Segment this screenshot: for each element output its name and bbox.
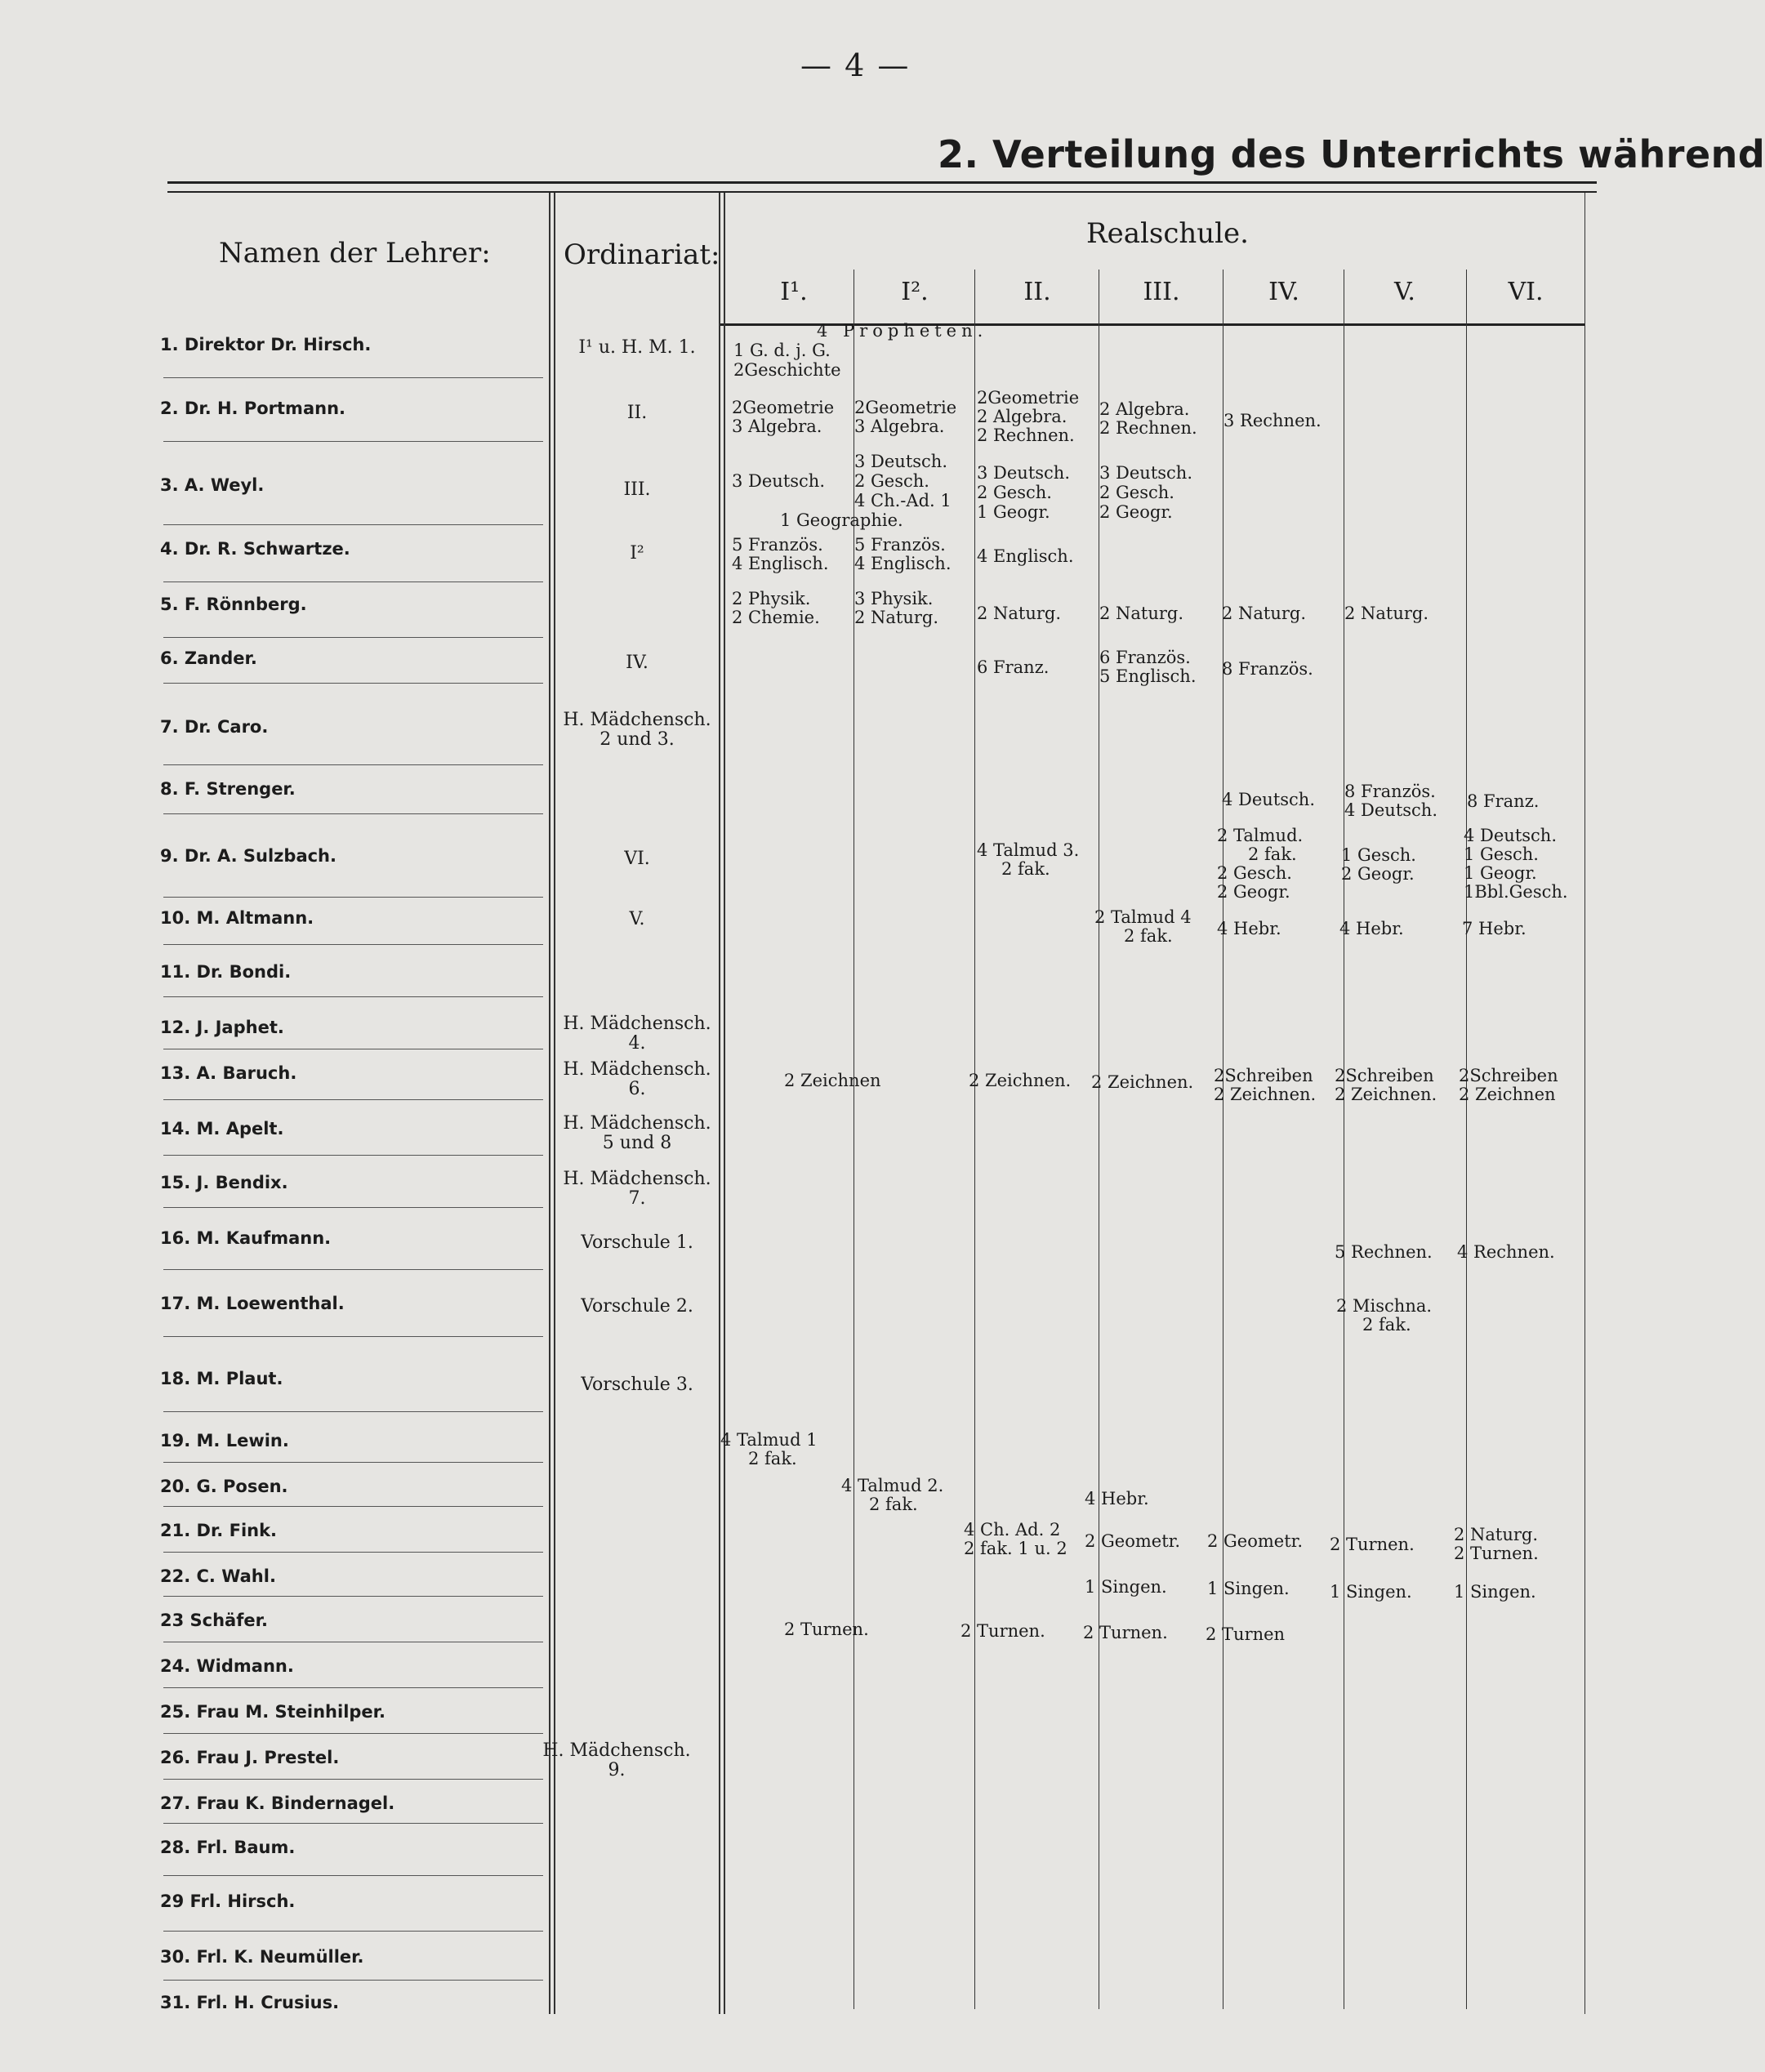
subject-cell: 4 Hebr.	[1217, 919, 1281, 938]
subject-cell: 4 Englisch.	[977, 546, 1074, 566]
subject-cell: 2Schreiben	[1214, 1066, 1313, 1085]
subject-cell: 4 Deutsch.	[1344, 800, 1438, 820]
subject-cell: 2 Geometr.	[1207, 1531, 1304, 1551]
subject-cell: 2 Gesch.	[1217, 863, 1292, 883]
row-rule	[163, 683, 543, 684]
teacher-row-4: 4. Dr. R. Schwartze.	[160, 539, 350, 559]
teacher-row-21: 21. Dr. Fink.	[160, 1521, 278, 1540]
subject-cell: 3 Algebra.	[854, 417, 945, 436]
subject-cell: 2 Zeichnen.	[1335, 1085, 1437, 1104]
subject-cell: 2 fak.	[1248, 844, 1297, 864]
subject-cell: 2 Naturg.	[1099, 604, 1184, 623]
teacher-row-8: 8. F. Strenger.	[160, 779, 296, 799]
teacher-row-18: 18. M. Plaut.	[160, 1369, 283, 1388]
subject-cell: 5 Französ.	[732, 535, 823, 555]
ordinariat-cell: Vorschule 1.	[581, 1232, 693, 1253]
teacher-row-9: 9. Dr. A. Sulzbach.	[160, 846, 337, 866]
teacher-row-17: 17. M. Loewenthal.	[160, 1294, 345, 1313]
subject-cell: 3 Deutsch.	[732, 471, 826, 491]
row-rule	[163, 1875, 543, 1876]
row-rule	[163, 1779, 543, 1780]
subject-cell: 2 Geogr.	[1099, 502, 1173, 522]
ordinariat-cell: II.	[626, 403, 648, 423]
subject-cell: 1 Singen.	[1207, 1579, 1290, 1598]
row-rule	[163, 1506, 543, 1507]
row-rule	[163, 1687, 543, 1688]
teacher-row-12: 12. J. Japhet.	[160, 1018, 284, 1037]
row-rule	[163, 1823, 543, 1824]
subject-cell: 8 Französ.	[1344, 782, 1436, 801]
ordinariat-cell: H. Mädchensch. 7.	[563, 1169, 711, 1209]
subject-cell: 2 Zeichnen	[784, 1071, 881, 1090]
subject-cell: 6 Französ.	[1099, 648, 1191, 667]
class-header-i1: I¹.	[780, 278, 808, 306]
teacher-row-14: 14. M. Apelt.	[160, 1119, 284, 1138]
row-rule	[163, 1552, 543, 1553]
col-divider-v	[1466, 270, 1467, 2009]
subject-cell: 2 Rechnen.	[1099, 418, 1197, 438]
subject-cell: 2 Turnen.	[1454, 1544, 1539, 1563]
class-header-iv: IV.	[1268, 278, 1299, 306]
subject-cell: 2 Turnen.	[960, 1621, 1045, 1641]
col-divider-ord	[719, 193, 720, 2014]
section-title: 2. Verteilung des Unterrichts während	[938, 132, 1765, 176]
subject-cell: 5 Rechnen.	[1335, 1242, 1433, 1262]
subject-cell: 4 Hebr.	[1339, 919, 1404, 938]
subject-cell: 4 Ch. Ad. 2	[964, 1520, 1061, 1540]
row-rule	[163, 996, 543, 997]
subject-cell: 2 Naturg.	[1454, 1525, 1539, 1544]
subject-cell: 3 Physik.	[854, 589, 934, 608]
subject-cell: 2 Naturg.	[1222, 604, 1307, 623]
subject-cell: 2 Algebra.	[977, 407, 1067, 426]
subject-cell: 2 Rechnen.	[977, 426, 1075, 445]
teacher-row-24: 24. Widmann.	[160, 1656, 294, 1676]
subject-cell: 2 fak. 1 u. 2	[964, 1539, 1067, 1558]
subject-cell: 3 Algebra.	[732, 417, 822, 436]
ordinariat-cell: VI.	[624, 849, 650, 869]
subject-cell: 2 fak.	[1362, 1315, 1411, 1335]
subject-cell: 4 Talmud 1	[720, 1430, 818, 1450]
row-rule	[163, 637, 543, 638]
row-rule	[163, 1336, 543, 1337]
subject-cell: 2Geometrie	[732, 398, 835, 417]
teacher-row-1: 1. Direktor Dr. Hirsch.	[160, 335, 372, 354]
subject-cell: 2 fak.	[748, 1449, 797, 1468]
row-rule	[163, 897, 543, 898]
subject-cell: 2 Turnen.	[1330, 1535, 1415, 1554]
teacher-row-15: 15. J. Bendix.	[160, 1173, 288, 1192]
teacher-row-23: 23 Schäfer.	[160, 1611, 268, 1630]
subject-cell: 5 Französ.	[854, 535, 946, 555]
subject-cell: 1 Geogr.	[1464, 863, 1537, 883]
teacher-row-25: 25. Frau M. Steinhilper.	[160, 1702, 386, 1722]
subject-cell: 1 Singen.	[1330, 1582, 1412, 1602]
subject-cell: 2Schreiben	[1335, 1066, 1434, 1085]
teacher-row-13: 13. A. Baruch.	[160, 1063, 297, 1083]
subject-cell: 2 Gesch.	[854, 471, 929, 491]
header-ordinariat: Ordinariat:	[564, 238, 720, 271]
col-divider-right	[1584, 193, 1585, 2014]
row-rule	[163, 1596, 543, 1597]
subject-cell: 2 Physik.	[732, 589, 811, 608]
subject-cell: 2 Talmud.	[1217, 826, 1304, 845]
teacher-row-30: 30. Frl. K. Neumüller.	[160, 1947, 364, 1967]
subject-cell: 4 Ch.-Ad. 1	[854, 491, 952, 510]
subject-cell: 2Geometrie	[977, 388, 1080, 408]
row-rule	[163, 1099, 543, 1100]
subject-cell: 2 Zeichnen.	[1214, 1085, 1317, 1104]
teacher-row-22: 22. C. Wahl.	[160, 1566, 276, 1586]
subject-cell: 1Bbl.Gesch.	[1464, 882, 1568, 902]
row-rule	[163, 1155, 543, 1156]
subject-cell: 2 Chemie.	[732, 608, 820, 627]
teacher-row-28: 28. Frl. Baum.	[160, 1838, 296, 1857]
ordinariat-cell: H. Mädchensch. 2 und 3.	[563, 710, 711, 750]
subject-cell: 1 Geographie.	[780, 510, 903, 530]
top-rule	[167, 181, 1597, 184]
ordinariat-cell: H. Mädchensch. 6.	[563, 1059, 711, 1099]
row-rule	[163, 1269, 543, 1270]
row-rule	[163, 1411, 543, 1412]
subject-cell: 2 Turnen.	[784, 1620, 869, 1639]
subject-cell: 4 Rechnen.	[1457, 1242, 1555, 1262]
subject-cell: 3 Deutsch.	[977, 463, 1071, 483]
teacher-row-29: 29 Frl. Hirsch.	[160, 1892, 296, 1911]
subject-cell: 7 Hebr.	[1462, 919, 1527, 938]
ordinariat-cell: H. Mädchensch. 5 und 8	[563, 1113, 711, 1153]
teacher-row-27: 27. Frau K. Bindernagel.	[160, 1794, 395, 1813]
row-rule	[163, 1462, 543, 1463]
row-rule	[163, 441, 543, 442]
teacher-row-10: 10. M. Altmann.	[160, 908, 314, 928]
subject-cell: 4 Englisch.	[732, 554, 829, 573]
row-rule	[163, 944, 543, 945]
teacher-row-31: 31. Frl. H. Crusius.	[160, 1993, 340, 2012]
subject-cell: 1 Singen.	[1454, 1582, 1536, 1602]
row-rule	[163, 764, 543, 765]
subject-cell: 2 Geogr.	[1217, 882, 1290, 902]
teacher-row-6: 6. Zander.	[160, 648, 257, 668]
ordinariat-cell: I²	[630, 543, 644, 564]
subject-cell: 2 fak.	[869, 1495, 918, 1514]
subject-cell: 4 Talmud 3.	[977, 840, 1080, 860]
subject-cell: 1 Geogr.	[977, 502, 1050, 522]
subject-cell: 4 Propheten.	[817, 321, 988, 341]
subject-cell: 2 Talmud 4	[1094, 907, 1192, 927]
subject-cell: 2 Mischna.	[1336, 1296, 1433, 1316]
subject-cell: 2 Geometr.	[1085, 1531, 1181, 1551]
class-header-v: V.	[1394, 278, 1415, 306]
header-names: Namen der Lehrer:	[219, 237, 491, 270]
subject-cell: 2Geometrie	[854, 398, 957, 417]
ordinariat-cell: V.	[629, 909, 645, 929]
subject-cell: 1 Singen.	[1085, 1577, 1167, 1597]
subject-cell: 2Geschichte	[733, 360, 841, 380]
subject-cell: 4 Deutsch.	[1222, 790, 1316, 809]
subject-cell: 2 Gesch.	[1099, 483, 1174, 502]
teacher-row-26: 26. Frau J. Prestel.	[160, 1748, 340, 1767]
subject-cell: 2 Naturg.	[977, 604, 1062, 623]
ordinariat-cell: H. Mädchensch. 4.	[563, 1014, 711, 1054]
class-header-ii: II.	[1023, 278, 1051, 306]
subject-cell: 3 Rechnen.	[1223, 411, 1322, 430]
subject-cell: 8 Franz.	[1467, 791, 1540, 811]
teacher-row-11: 11. Dr. Bondi.	[160, 962, 292, 982]
subject-cell: 4 Hebr.	[1085, 1489, 1149, 1508]
row-rule	[163, 524, 543, 525]
subject-cell: 2 Naturg.	[1344, 604, 1429, 623]
row-rule	[163, 1733, 543, 1734]
ordinariat-cell: IV.	[626, 653, 649, 673]
teacher-row-16: 16. M. Kaufmann.	[160, 1228, 332, 1248]
ordinariat-cell: I¹ u. H. M. 1.	[578, 337, 696, 358]
subject-cell: 1 G. d. j. G.	[733, 341, 831, 360]
row-rule	[163, 377, 543, 378]
row-rule	[163, 1980, 543, 1981]
col-divider-ord-double	[724, 193, 725, 2014]
subject-cell: 8 Französ.	[1222, 659, 1313, 679]
subject-cell: 2 Gesch.	[977, 483, 1052, 502]
subject-cell: 6 Franz.	[977, 657, 1050, 677]
header-realschule: Realschule.	[1086, 217, 1249, 250]
subject-cell: 2Schreiben	[1459, 1066, 1558, 1085]
teacher-row-7: 7. Dr. Caro.	[160, 717, 269, 737]
subject-cell: 2 Turnen	[1206, 1624, 1286, 1644]
row-rule	[163, 813, 543, 814]
subject-cell: 2 fak.	[1001, 859, 1050, 879]
subject-cell: 2 Zeichnen.	[969, 1071, 1072, 1090]
teacher-row-2: 2. Dr. H. Portmann.	[160, 399, 345, 418]
subject-cell: 3 Deutsch.	[854, 452, 948, 471]
subject-cell: 2 fak.	[1124, 926, 1173, 946]
subject-cell: 2 Zeichnen	[1459, 1085, 1556, 1104]
subject-cell: 2 Naturg.	[854, 608, 939, 627]
teacher-row-20: 20. G. Posen.	[160, 1477, 288, 1496]
subject-cell: 2 Zeichnen.	[1091, 1072, 1194, 1092]
row-rule	[163, 1207, 543, 1208]
teacher-row-19: 19. M. Lewin.	[160, 1431, 289, 1450]
class-header-i2: I².	[901, 278, 929, 306]
subject-cell: 1 Gesch.	[1464, 844, 1539, 864]
ordinariat-cell: Vorschule 2.	[581, 1296, 693, 1317]
subject-cell: 4 Talmud 2.	[841, 1476, 944, 1495]
teacher-row-5: 5. F. Rönnberg.	[160, 595, 307, 614]
subject-cell: 2 Geogr.	[1341, 864, 1415, 884]
top-rule-2	[167, 191, 1597, 193]
row-rule	[163, 1931, 543, 1932]
subject-cell: 3 Deutsch.	[1099, 463, 1193, 483]
subject-cell: 1 Gesch.	[1341, 845, 1416, 865]
subject-cell: 4 Englisch.	[854, 554, 952, 573]
subject-cell: 4 Deutsch.	[1464, 826, 1558, 845]
class-header-vi: VI.	[1508, 278, 1544, 306]
page-number: — 4 —	[800, 47, 911, 83]
teacher-row-3: 3. A. Weyl.	[160, 475, 265, 495]
col-divider-i2	[974, 270, 975, 2009]
ordinariat-cell: III.	[623, 479, 651, 500]
subject-cell: 2 Algebra.	[1099, 399, 1190, 419]
subject-cell: 2 Turnen.	[1083, 1623, 1168, 1642]
row-rule	[163, 581, 543, 582]
ordinariat-cell: Vorschule 3.	[581, 1375, 693, 1395]
subject-cell: 5 Englisch.	[1099, 666, 1197, 686]
ordinariat-cell: H. Mädchensch. 9.	[542, 1740, 691, 1780]
class-header-iii: III.	[1143, 278, 1180, 306]
